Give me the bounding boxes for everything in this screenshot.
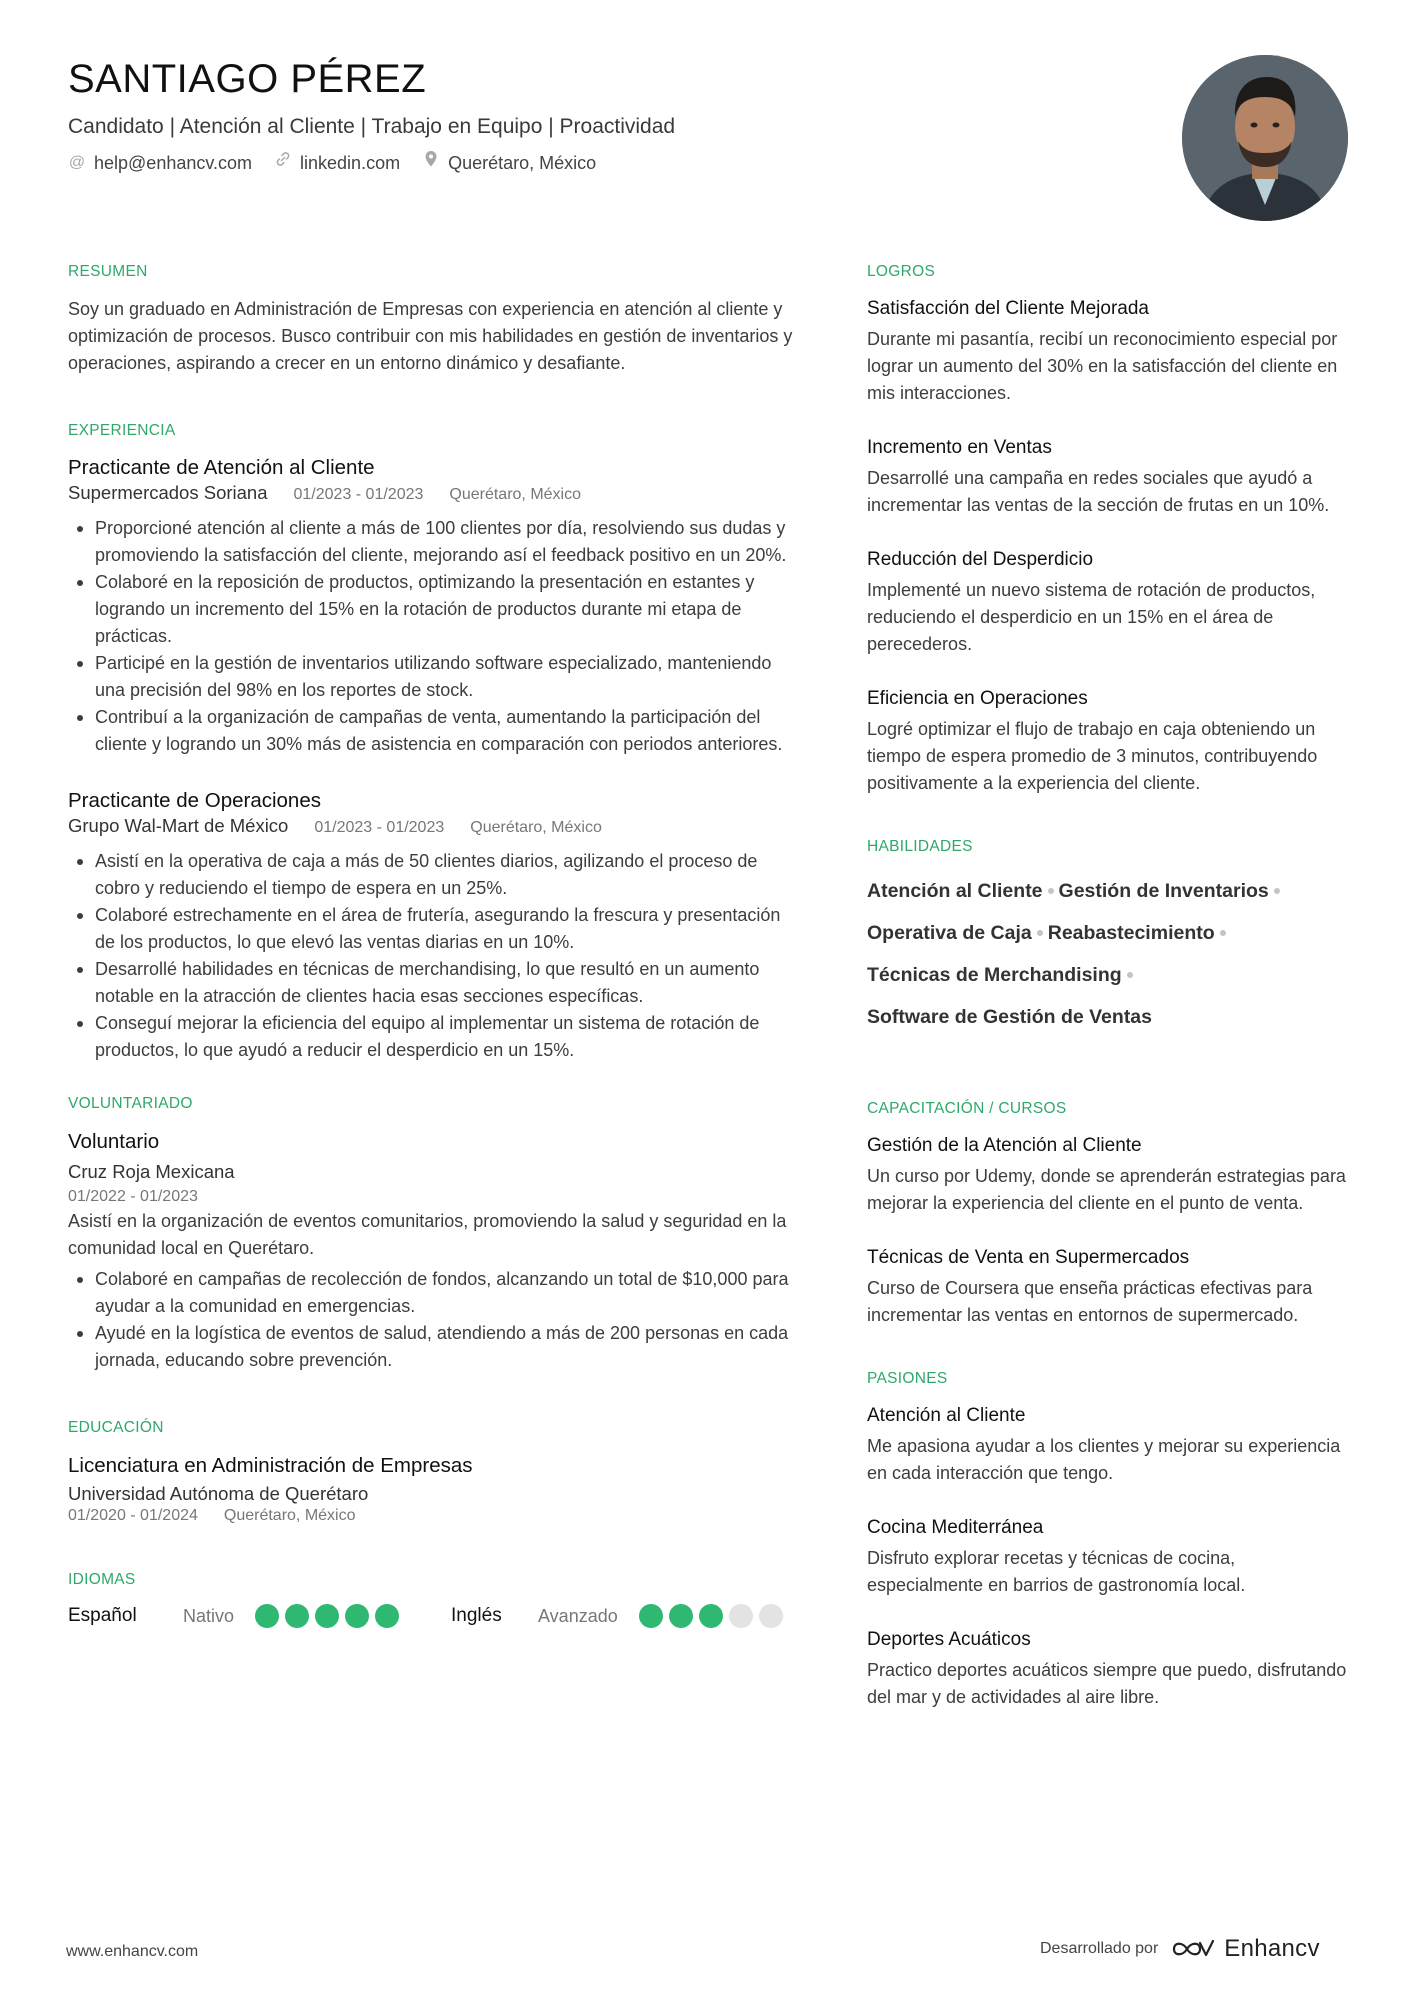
language-name: Español [68, 1605, 137, 1626]
link-icon [274, 151, 292, 175]
education-school: Universidad Autónoma de Querétaro [68, 1483, 369, 1504]
education-dates: 01/2020 - 01/2024 [68, 1507, 198, 1524]
section-title: EDUCACIÓN [68, 1419, 164, 1436]
section-title: VOLUNTARIADO [68, 1095, 193, 1112]
language-level: Nativo [183, 1605, 235, 1626]
separator-dot [1274, 888, 1280, 894]
company-name: Grupo Wal-Mart de México [68, 815, 289, 836]
job-meta [68, 814, 793, 840]
skills-section [867, 837, 1347, 1039]
rating-dot-filled [315, 1604, 339, 1628]
education-section [68, 1418, 793, 1526]
language-name: Inglés [451, 1605, 502, 1626]
list-item: Ayudé en la logística de eventos de salud, atendiendo a más de 200 personas en cada jornada, educando sobre prevención. [68, 1320, 793, 1374]
job-location: Querétaro, México [449, 486, 581, 503]
section-title: CAPACITACIÓN / CURSOS [867, 1100, 1067, 1117]
contact-info [68, 150, 1168, 176]
candidate-name: SANTIAGO PÉREZ [68, 57, 427, 101]
job-meta [68, 481, 793, 507]
rating-dot-empty [759, 1604, 783, 1628]
section-title: RESUMEN [68, 263, 148, 280]
separator-dot [1220, 930, 1226, 936]
passion-item [867, 1515, 1347, 1599]
education-location: Querétaro, México [223, 1507, 356, 1524]
course-item [867, 1245, 1347, 1329]
passion-desc: Me apasiona ayudar a los clientes y mejorar su experiencia en cada interacción que tengo. [867, 1436, 1341, 1483]
course-desc: Curso de Coursera que enseña prácticas efectivas para incrementar las ventas en entornos de supermercado. [867, 1278, 1313, 1325]
skill-tag: Atención al Cliente [867, 880, 1043, 902]
email-text: help@enhancv.com [94, 153, 253, 173]
volunteer-dates: 01/2022 - 01/2023 [68, 1188, 198, 1205]
summary-text: Soy un graduado en Administración de Empresas con experiencia en atención al cliente y optimización de procesos. Busco contribuir con mis habilidades en gestión de inventarios y operaciones, aspirando a crecer en un entorno dinámico y desafiante. [68, 299, 793, 373]
list-item: Colaboré en campañas de recolección de fondos, alcanzando un total de $10,000 para ayudar a la comunidad en emergencias. [68, 1266, 793, 1320]
job-title: Practicante de Operaciones [68, 789, 321, 812]
passion-title: Cocina Mediterránea [867, 1517, 1044, 1538]
course-title: Técnicas de Venta en Supermercados [867, 1247, 1190, 1268]
location-text: Querétaro, México [448, 153, 597, 173]
list-item: Contribuí a la organización de campañas de venta, aumentando la participación del cliente y logrando un 30% más de asistencia en comparación con periodos anteriores. [68, 704, 793, 758]
course-item [867, 1133, 1347, 1217]
languages-list [68, 1604, 793, 1628]
job-entry [68, 455, 793, 758]
achievement-title: Eficiencia en Operaciones [867, 688, 1088, 709]
powered-by-text: Desarrollado por [1040, 1940, 1159, 1957]
list-item: Colaboré en la reposición de productos, optimizando la presentación en estantes y logrando un incremento del 15% en la rotación de productos durante mi etapa de prácticas. [68, 569, 793, 650]
list-item: Participé en la gestión de inventarios utilizando software especializado, manteniendo una precisión del 98% en los reportes de stock. [68, 650, 793, 704]
list-item: Asistí en la operativa de caja a más de 50 clientes diarios, agilizando el proceso de cobro y reduciendo el tiempo de espera en un 25%. [68, 848, 793, 902]
achievement-desc: Logré optimizar el flujo de trabajo en caja obteniendo un tiempo de espera promedio de 3 minutos, contribuyendo positivamente a la experiencia del cliente. [867, 719, 1318, 793]
job-location: Querétaro, México [470, 819, 602, 836]
company-name: Supermercados Soriana [68, 482, 268, 503]
candidate-tagline: Candidato | Atención al Cliente | Trabajo en Equipo | Proactividad [68, 115, 676, 138]
skill-tag: Técnicas de Merchandising [867, 964, 1122, 986]
experience-section [68, 421, 793, 1064]
achievement-title: Satisfacción del Cliente Mejorada [867, 298, 1149, 319]
rating-dot-empty [729, 1604, 753, 1628]
resume-header [68, 56, 1168, 176]
linkedin-text: linkedin.com [300, 153, 401, 173]
education-meta [68, 1506, 793, 1526]
job-title: Practicante de Atención al Cliente [68, 456, 375, 479]
course-desc: Un curso por Udemy, donde se aprenderán estrategias para mejorar la experiencia del cliente en el punto de venta. [867, 1166, 1346, 1213]
job-bullets [68, 848, 793, 1064]
achievement-desc: Implementé un nuevo sistema de rotación de productos, reduciendo el desperdicio en un 15% en el área de perecederos. [867, 580, 1316, 654]
skills-list [867, 871, 1347, 1039]
skill-tag: Reabastecimiento [1047, 922, 1215, 944]
section-title: HABILIDADES [867, 838, 973, 855]
job-dates: 01/2023 - 01/2023 [314, 819, 445, 836]
profile-photo [1182, 55, 1348, 221]
achievements-section [867, 262, 1347, 797]
passion-item [867, 1627, 1347, 1711]
separator-dot [1037, 930, 1043, 936]
rating-dot-filled [669, 1604, 693, 1628]
achievement-item [867, 547, 1347, 658]
achievement-title: Reducción del Desperdicio [867, 549, 1094, 570]
job-dates: 01/2023 - 01/2023 [293, 486, 424, 503]
language-rating [255, 1604, 399, 1628]
passion-desc: Practico deportes acuáticos siempre que puedo, disfrutando del mar y de actividades al aire libre. [867, 1660, 1347, 1707]
course-title: Gestión de la Atención al Cliente [867, 1135, 1142, 1156]
volunteer-description: Asistí en la organización de eventos comunitarios, promoviendo la salud y seguridad en la comunidad local en Querétaro. [68, 1211, 787, 1258]
enhancv-logo[interactable] [1170, 1935, 1320, 1963]
contact-email[interactable] [68, 150, 252, 176]
achievement-item [867, 686, 1347, 797]
passion-item [867, 1403, 1347, 1487]
achievement-desc: Desarrollé una campaña en redes sociales que ayudó a incrementar las ventas de la sección de frutas en un 10%. [867, 468, 1330, 515]
language-item [451, 1604, 783, 1628]
list-item: Colaboré estrechamente en el área de frutería, asegurando la frescura y presentación de los productos, lo que elevó las ventas diarias en un 10%. [68, 902, 793, 956]
skill-tag: Operativa de Caja [867, 922, 1032, 944]
list-item: Desarrollé habilidades en técnicas de merchandising, lo que resultó en un aumento notable en la atracción de clientes hacia esas secciones específicas. [68, 956, 793, 1010]
section-title: PASIONES [867, 1370, 948, 1387]
rating-dot-filled [255, 1604, 279, 1628]
contact-linkedin[interactable] [274, 150, 400, 176]
separator-dot [1048, 888, 1054, 894]
job-bullets [68, 515, 793, 758]
rating-dot-filled [375, 1604, 399, 1628]
volunteer-org: Cruz Roja Mexicana [68, 1161, 235, 1182]
rating-dot-filled [699, 1604, 723, 1628]
section-title: IDIOMAS [68, 1571, 136, 1588]
summary-section [68, 262, 793, 377]
passion-title: Deportes Acuáticos [867, 1629, 1031, 1650]
languages-section [68, 1570, 793, 1628]
location-pin-icon [422, 150, 440, 176]
rating-dot-filled [345, 1604, 369, 1628]
skill-tag: Gestión de Inventarios [1058, 880, 1269, 902]
section-title: EXPERIENCIA [68, 422, 176, 439]
left-column [68, 262, 793, 1672]
at-icon: @ [68, 154, 86, 171]
passion-desc: Disfruto explorar recetas y técnicas de cocina, especialmente en barrios de gastronomía local. [867, 1548, 1246, 1595]
section-title: LOGROS [867, 263, 936, 280]
job-entry [68, 788, 793, 1064]
list-item: Proporcioné atención al cliente a más de 100 clientes por día, resolviendo sus dudas y promoviendo la satisfacción del cliente, mejorando así el feedback positivo en un 20%. [68, 515, 793, 569]
volunteer-role: Voluntario [68, 1130, 160, 1153]
right-column [867, 262, 1347, 1755]
separator-dot [1127, 972, 1133, 978]
passion-title: Atención al Cliente [867, 1405, 1026, 1426]
language-level: Avanzado [538, 1605, 618, 1626]
achievement-desc: Durante mi pasantía, recibí un reconocimiento especial por lograr un aumento del 30% en la satisfacción del cliente en mis interacciones. [867, 329, 1338, 403]
achievement-item [867, 296, 1347, 407]
achievement-item [867, 435, 1347, 519]
language-item [68, 1604, 399, 1628]
education-degree: Licenciatura en Administración de Empresas [68, 1454, 473, 1477]
rating-dot-filled [639, 1604, 663, 1628]
rating-dot-filled [285, 1604, 309, 1628]
contact-location [422, 150, 596, 176]
list-item: Conseguí mejorar la eficiencia del equipo al implementar un sistema de rotación de productos, lo que ayudó a reducir el desperdicio en un 15%. [68, 1010, 793, 1064]
passions-section [867, 1369, 1347, 1711]
achievement-title: Incremento en Ventas [867, 437, 1052, 458]
footer-branding [1040, 1935, 1320, 1963]
footer-website[interactable]: www.enhancv.com [66, 1943, 199, 1960]
courses-section [867, 1099, 1347, 1329]
brand-name: Enhancv [1224, 1935, 1320, 1962]
volunteer-bullets [68, 1266, 793, 1374]
volunteer-section [68, 1094, 793, 1374]
enhancv-logo-icon [1170, 1937, 1216, 1961]
language-rating [639, 1604, 783, 1628]
skill-tag: Software de Gestión de Ventas [867, 1006, 1152, 1028]
